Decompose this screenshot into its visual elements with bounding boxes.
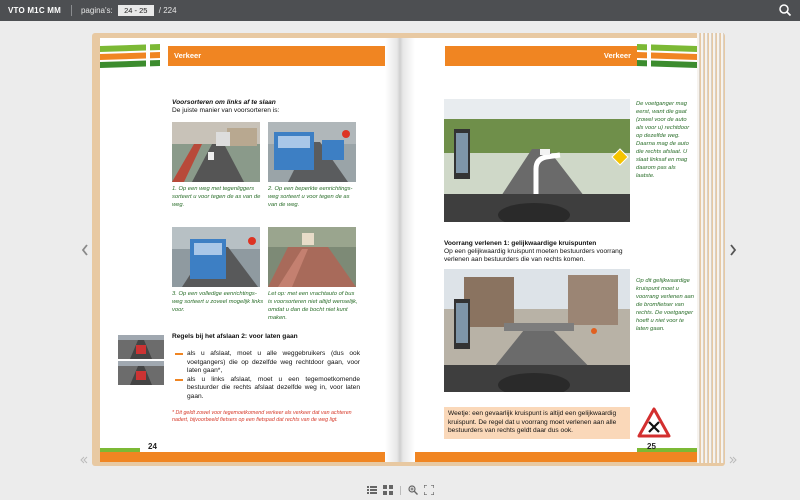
caption-4: Let op: met een vrachtauto of bus is voorsorteren niet altijd wenselijk, omdat u dan de bocht niet kunt maken. [268,291,358,321]
page-header-title: Verkeer [603,51,631,60]
footer-orange-band [100,452,385,462]
list-view-icon[interactable] [367,485,377,495]
left-page[interactable] [100,38,385,462]
caption-2: 2. Op een beperkte eenrichtings-weg sorteert u voor tegen de as van de weg. [268,186,353,208]
last-page-icon[interactable] [729,456,737,464]
rules-bullet-2: als u links afslaat, moet u een tegemoetkomende bestuurder die rechts afslaat dezelfde weg in, voor laten gaan. [174,376,360,402]
illustration-road-oncoming [172,122,260,182]
toolbar-divider [400,486,401,495]
thumbnail-turning-1 [118,335,164,359]
chevron-left-icon[interactable] [80,243,90,257]
section-heading-right: Voorrang verlenen 1: gelijkwaardige kruispunten [444,240,597,247]
page-header-band [168,46,385,66]
caption-intersection: Op dit gelijkwaardige kruispunt moet u voorrang verlenen aan de bromfietser van rechts. De voetganger hoeft u niet voor te laten gaan. [636,278,695,332]
header-stripes-right [637,40,697,72]
caption-3: 3. Op een volledige eenrichtings-weg sorteert u zoveel mogelijk links voor. [172,291,264,313]
top-toolbar [0,0,800,21]
pages-label: pagina's: [80,6,113,15]
footer-orange-band [415,452,697,462]
bottom-toolbar [367,485,434,495]
illustration-one-way-full [172,227,260,287]
weetje-note: Weetje: een gevaarlijk kruispunt is altijd een gelijkwaardig kruispunt. De regel dat u voorrang moet verlenen aan alle bestuurders van rechts geldt daar dus ook. [444,407,630,439]
book-spine [385,38,415,462]
rules-bullet-1: als u afslaat, moet u alle weggebruikers (dus ook voetgangers) die op dezelfde weg rechtdoor gaan, voor laten gaan*, [174,350,360,376]
illustration-one-way-limited [268,122,356,182]
section-text-right: Op een gelijkwaardig kruispunt moeten bestuurders voorrang verlenen aan bestuurders die van rechts komen. [444,248,623,264]
caption-1: 1. Op een weg met tegenliggers sorteert u voor tegen de as van de weg. [172,186,261,208]
fullscreen-icon[interactable] [424,485,434,495]
first-page-icon[interactable] [80,456,88,464]
warning-crossroads-sign-icon [637,407,671,438]
page-header-title: Verkeer [174,51,202,60]
page-number-right: 25 [647,442,656,451]
search-icon[interactable] [778,3,792,17]
page-number-left: 24 [148,442,157,451]
section-subheading: De juiste manier van voorsorteren is: [172,107,280,114]
book-page-edges [697,33,729,463]
illustration-truck-turning [268,227,356,287]
rules-heading: Regels bij het afslaan 2: voor laten gaan [172,333,298,340]
rules-list [174,350,360,401]
app-title: VTO M1C MM [8,6,61,15]
illustration-equal-intersection [444,269,630,392]
caption-pedestrian: De voetganger mag eerst, want die gaat (zowel voor de auto als voor u) rechtdoor op dezelfde weg. Daarna mag de auto die rechts afslaat. U slaat linksaf en mag daarom pas als laatste. [636,101,690,179]
toolbar-divider [71,5,72,16]
grid-view-icon[interactable] [383,485,393,495]
total-pages: / 224 [158,6,177,15]
illustration-pedestrian-crossing [444,99,630,222]
page-range-input[interactable] [118,5,154,16]
right-page[interactable] [415,38,697,462]
footnote: * Dit geldt zowel voor tegemoetkomend verkeer als verkeer dat van achteren nadert, bijvoorbeeld fietsers op een fietspad dat rechts van de weg ligt. [172,410,352,423]
zoom-in-icon[interactable] [408,485,418,495]
thumbnail-turning-2 [118,361,164,385]
header-stripes-left [100,40,160,72]
page-header-band [445,46,637,66]
chevron-right-icon[interactable] [728,243,738,257]
section-heading: Voorsorteren om links af te slaan [172,99,276,106]
